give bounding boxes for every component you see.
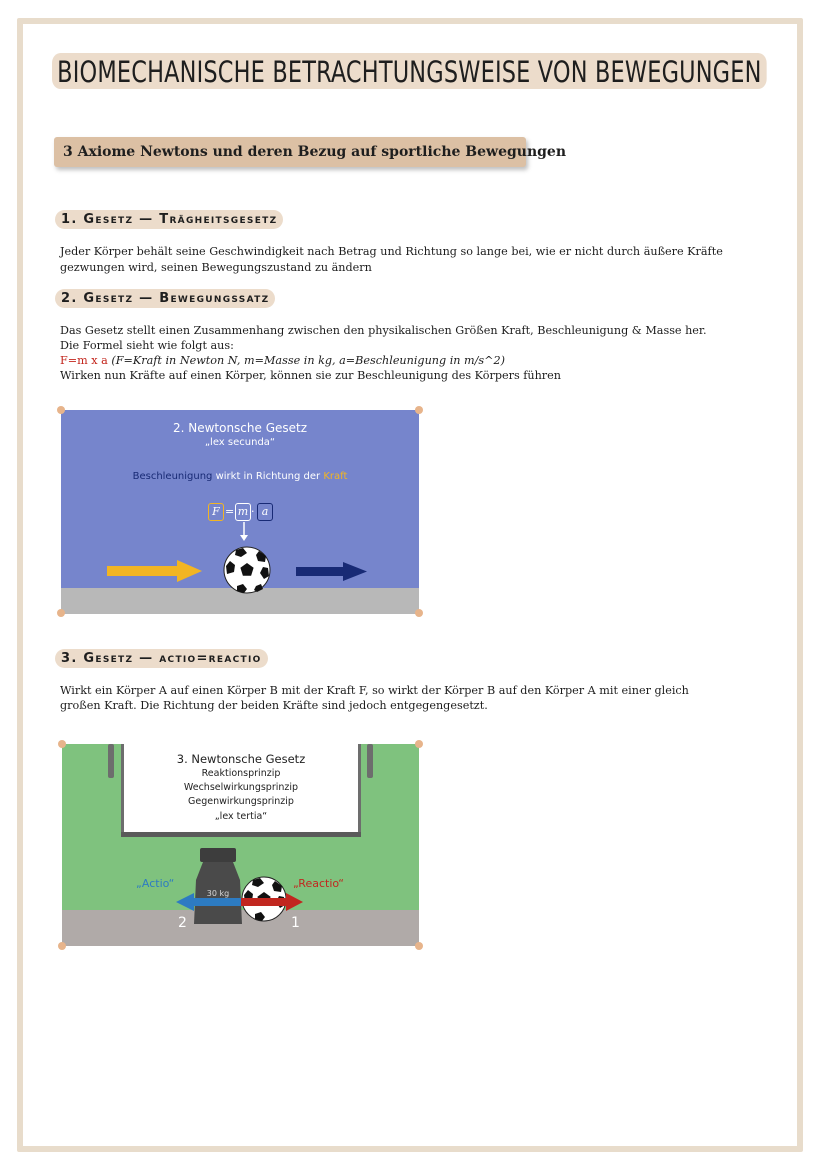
section-title: 3 Axiome Newtons und deren Bezug auf sportliche Bewegungen bbox=[54, 137, 526, 167]
law2-text-line2: Die Formel sieht wie folgt aus: bbox=[60, 339, 234, 352]
figure-line-gegenwirkungsprinzip: Gegenwirkungsprinzip bbox=[188, 796, 294, 807]
law2-formula-note: (F=Kraft in Newton N, m=Masse in kg, a=Beschleunigung in m/s^2) bbox=[111, 354, 506, 367]
newton2-figure bbox=[61, 410, 419, 614]
equation-force-box: F bbox=[208, 503, 224, 521]
newton3-figure bbox=[62, 744, 419, 946]
figure2-corner-handle bbox=[57, 609, 65, 617]
law2-text-line4: Wirken nun Kräfte auf einen Körper, können sie zur Beschleunigung des Körpers führen bbox=[60, 369, 561, 382]
law3-heading: 3. Gesetz — actio=reactio bbox=[55, 649, 268, 668]
figure-line-reaktionsprinzip: Reaktionsprinzip bbox=[201, 768, 281, 779]
figure-line-lex-tertia: „lex tertia“ bbox=[214, 811, 268, 822]
force-arrow-icon bbox=[107, 560, 202, 582]
figure2-corner-handle bbox=[57, 406, 65, 414]
weight-icon bbox=[194, 848, 242, 924]
equation-dot: · bbox=[251, 505, 255, 518]
caption-acceleration: Beschleunigung bbox=[132, 471, 213, 482]
figure2-corner-handle bbox=[415, 609, 423, 617]
down-arrow-icon bbox=[240, 522, 248, 541]
law1-heading: 1. Gesetz — Trägheitsgesetz bbox=[55, 210, 283, 229]
caption-force: Kraft bbox=[323, 471, 348, 482]
law1-text-line1: Jeder Körper behält seine Geschwindigkeit nach Betrag und Richtung so lange bei, wie er nicht durch äußere Kräfte bbox=[60, 245, 723, 258]
figure-title: 3. Newtonsche Gesetz bbox=[176, 752, 306, 766]
figure-title: 2. Newtonsche Gesetz bbox=[172, 421, 308, 435]
page-title: BIOMECHANISCHE BETRACHTUNGSWEISE VON BEWEGUNGEN bbox=[52, 53, 767, 89]
law2-heading: 2. Gesetz — Bewegungssatz bbox=[55, 289, 275, 308]
equation-equals: = bbox=[225, 505, 235, 518]
law2-formula: F=m x a bbox=[60, 354, 108, 367]
law2-text-line1: Das Gesetz stellt einen Zusammenhang zwischen den physikalischen Größen Kraft, Beschleunigung & Masse her. bbox=[60, 324, 707, 337]
equation-acceleration-box: a bbox=[257, 503, 273, 521]
figure3-corner-handle bbox=[415, 740, 423, 748]
equation-mass-box: m bbox=[235, 503, 251, 521]
figure2-corner-handle bbox=[415, 406, 423, 414]
figure3-corner-handle bbox=[58, 942, 66, 950]
soccer-ball-icon bbox=[224, 547, 270, 593]
law2-formula-line bbox=[60, 353, 505, 369]
figure2-graphics bbox=[61, 410, 419, 614]
figure-subtitle: „lex secunda“ bbox=[204, 437, 276, 448]
acceleration-arrow-icon bbox=[296, 562, 367, 581]
law1-text-line2: gezwungen wird, seinen Bewegungszustand zu ändern bbox=[60, 261, 372, 274]
caption-middle: wirkt in Richtung der bbox=[212, 471, 324, 482]
reactio-label: „Reactio“ bbox=[293, 877, 345, 890]
figure3-corner-handle bbox=[58, 740, 66, 748]
weight-label: 30 kg bbox=[206, 889, 230, 898]
law3-text-line2: großen Kraft. Die Richtung der beiden Kräfte sind jedoch entgegengesetzt. bbox=[60, 699, 488, 712]
law3-text-line1: Wirkt ein Körper A auf einen Körper B mit der Kraft F, so wirkt der Körper B auf den Körper A mit einer gleich bbox=[60, 684, 689, 697]
actio-label: „Actio“ bbox=[136, 877, 175, 890]
figure-line-wechselwirkungsprinzip: Wechselwirkungsprinzip bbox=[183, 782, 299, 793]
number-left: 2 bbox=[178, 915, 187, 931]
figure3-corner-handle bbox=[415, 942, 423, 950]
number-right: 1 bbox=[291, 915, 300, 931]
